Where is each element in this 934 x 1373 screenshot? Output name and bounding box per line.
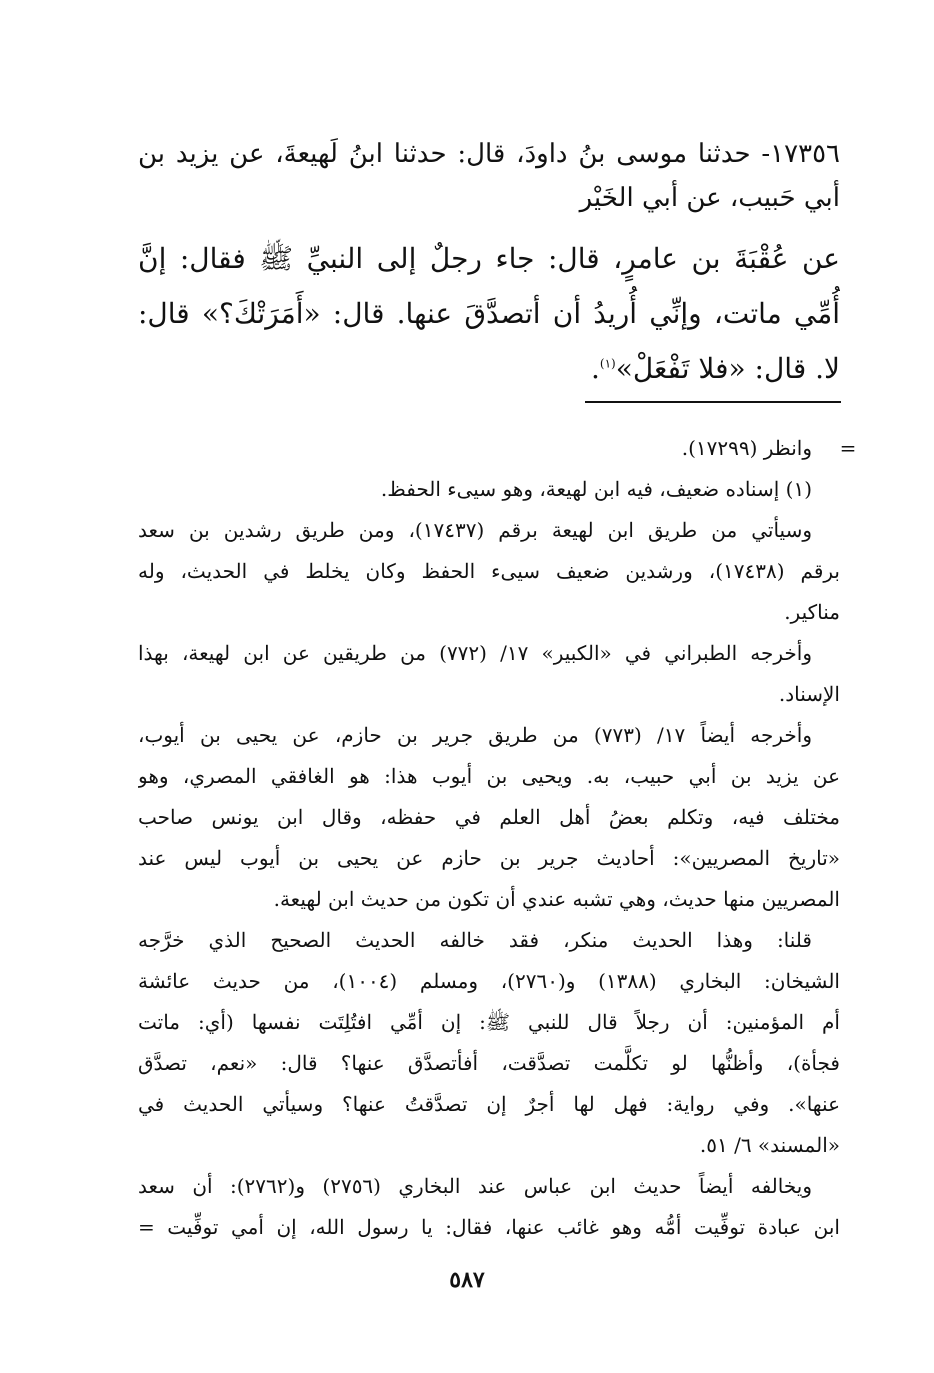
hadith-text <box>138 231 840 396</box>
footnote-separator <box>585 401 841 403</box>
footnote-line: المصريين منها حديث، وهي تشبه عندي أن تكون من حديث ابن لهيعة. <box>273 887 840 911</box>
page-number: ٥٨٧ <box>449 1267 485 1293</box>
footnote-line: ابن عبادة توفِّيت أمُّه وهو غائب عنها، فقال: يا رسول الله، إن أمي توفِّيت = <box>138 1215 840 1239</box>
footnote-line: الشيخان: البخاري (١٣٨٨) و(٢٧٦٠)، ومسلم (١٠٠٤)، من حديث عائشة <box>138 969 840 993</box>
matn-line: أبي حَبيب، عن أبي الخَيْر <box>579 183 840 213</box>
matn-line-last <box>138 341 840 396</box>
footnote-line: عن يزيد بن أبي حبيب، به. ويحيى بن أيوب هذا: هو الغافقي المصري، وهو <box>138 764 840 788</box>
footnote-line: «تاريخ المصريين»: أحاديث جرير بن حازم عن يحيى بن أيوب ليس عند <box>138 846 840 870</box>
matn-line: ١٧٣٥٦- حدثنا موسى بنُ داودَ، قال: حدثنا ابنُ لَهيعةَ، عن يزيد بن <box>138 139 840 169</box>
continuation-mark: = <box>839 436 857 460</box>
footnote-marker: (١) <box>599 356 616 371</box>
footnote-line: «المسند» ٦/ ٥١. <box>699 1133 840 1157</box>
matn-line: عن عُقْبَةَ بن عامرٍ، قال: جاء رجلٌ إلى النبيِّ ﷺ فقال: إنَّ <box>138 242 840 275</box>
footnote-line: وأخرجه أيضاً ١٧/ (٧٧٣) من طريق جرير بن حازم، عن يحيى بن أيوب، <box>138 723 812 747</box>
footnotes <box>138 428 840 1248</box>
footnote-line: (١) إسناده ضعيف، فيه ابن لهيعة، وهو سيىء الحفظ. <box>380 477 812 501</box>
footnote-line: برقم (١٧٤٣٨)، ورشدين ضعيف سيىء الحفظ وكان يخلط في الحديث، وله <box>138 559 840 583</box>
footnote-line: وسيأتي من طريق ابن لهيعة برقم (١٧٤٣٧)، ومن طريق رشدين بن سعد <box>138 518 813 542</box>
footnote-line: أم المؤمنين: أن رجلاً قال للنبي ﷺ: إن أمِّي افتُلِتَت نفسها (أي: ماتت <box>138 1010 840 1034</box>
footnote-line: ويخالفه أيضاً حديث ابن عباس عند البخاري (٢٧٥٦) و(٢٧٦٢): أن سعد <box>138 1174 813 1198</box>
footnote-line: مناكير. <box>784 600 840 624</box>
footnote-line: وانظر (١٧٢٩٩). <box>681 436 812 460</box>
footnote-line: مختلف فيه، وتكلم بعضُ أهل العلم في حفظه، وقال ابن يونس صاحب <box>138 805 840 829</box>
matn-line-end: . <box>590 352 600 385</box>
footnote-line: وأخرجه الطبراني في «الكبير» ١٧/ (٧٧٢) من طريقين عن ابن لهيعة، بهذا <box>138 641 812 665</box>
footnote-line: الإسناد. <box>778 682 840 706</box>
footnote-line: عنها». وفي رواية: فهل لها أجرٌ إن تصدَّقتُ عنها؟ وسيأتي الحديث في <box>138 1092 840 1116</box>
footnote-line: قلنا: وهذا الحديث منكر، فقد خالفه الحديث الصحيح الذي خرَّجه <box>138 928 812 952</box>
matn-line-text: لا. قال: «فلا تَفْعَلْ» <box>615 352 840 385</box>
footnote-line: فجأة)، وأظنُّها لو تكلَّمت تصدَّقت، أفأتصدَّق عنها؟ قال: «نعم، تصدَّق <box>138 1051 840 1075</box>
matn-line: أُمِّي ماتت، وإنِّي أُريدُ أن أتصدَّقَ عنها. قال: «أَمَرَتْكَ؟» قال: <box>138 297 840 330</box>
hadith-isnad <box>138 132 840 220</box>
